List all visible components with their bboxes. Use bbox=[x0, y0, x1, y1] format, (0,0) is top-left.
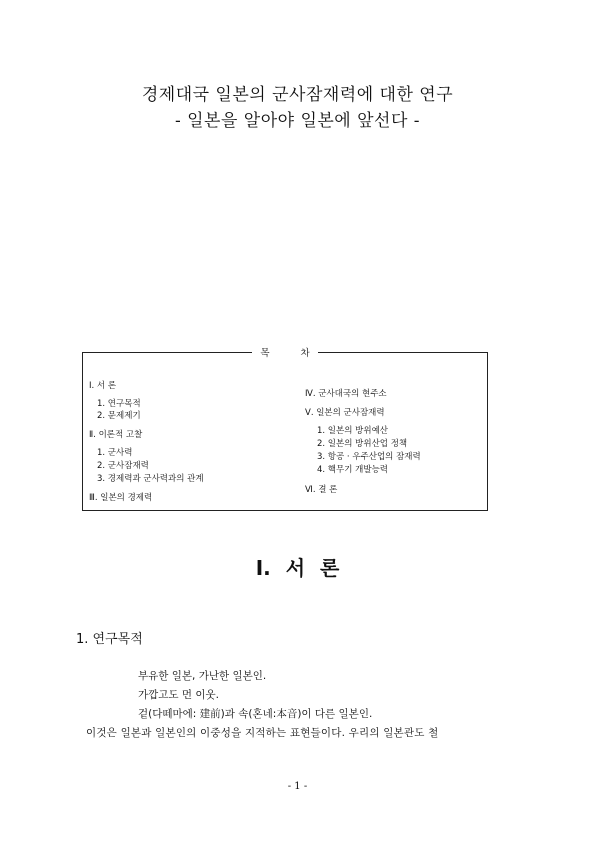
toc-item: 3. 경제력과 군사력과의 관계 bbox=[97, 474, 204, 484]
toc-item-chapter-5: Ⅴ. 일본의 군사잠재력 bbox=[305, 408, 385, 418]
toc-item-chapter-2: Ⅱ. 이론적 고찰 bbox=[89, 430, 143, 440]
toc-heading-label: 목 차 bbox=[252, 348, 317, 359]
body-line: 가깝고도 먼 이웃. bbox=[138, 689, 220, 701]
page-number: - 1 - bbox=[287, 781, 308, 792]
toc-item: 1. 연구목적 bbox=[97, 399, 141, 409]
toc-item-chapter-6: Ⅵ. 결 론 bbox=[305, 485, 338, 495]
document-subtitle: - 일본을 알아야 일본에 앞선다 - bbox=[174, 111, 421, 131]
toc-item: 1. 군사력 bbox=[97, 448, 133, 458]
subsection-heading: 1. 연구목적 bbox=[76, 632, 143, 647]
toc-item: 4. 핵무기 개발능력 bbox=[317, 465, 388, 475]
toc-item-chapter-3: Ⅲ. 일본의 경제력 bbox=[89, 493, 153, 503]
toc-item-chapter-4: Ⅳ. 군사대국의 현주소 bbox=[305, 389, 387, 399]
section-heading: Ⅰ. 서 론 bbox=[255, 556, 340, 580]
table-of-contents-box bbox=[82, 348, 488, 511]
toc-item: 3. 항공 · 우주산업의 잠재력 bbox=[317, 452, 421, 462]
toc-item: 1. 일본의 방위예산 bbox=[317, 426, 388, 436]
body-line: 이것은 일본과 일본인의 이중성을 지적하는 표현들이다. 우리의 일본관도 철 bbox=[86, 727, 439, 739]
document-title: 경제대국 일본의 군사잠재력에 대한 연구 bbox=[141, 85, 454, 105]
toc-item: 2. 문제제기 bbox=[97, 411, 141, 421]
toc-item: 2. 일본의 방위산업 정책 bbox=[317, 439, 408, 449]
body-line: 부유한 일본, 가난한 일본인. bbox=[138, 670, 267, 682]
body-line: 겉(다떼마에: 建前)과 속(혼네:本音)이 다른 일본인. bbox=[138, 708, 373, 720]
toc-item: 2. 군사잠재력 bbox=[97, 461, 149, 471]
toc-heading bbox=[83, 345, 487, 359]
toc-item-chapter-1: Ⅰ. 서 론 bbox=[89, 381, 117, 391]
